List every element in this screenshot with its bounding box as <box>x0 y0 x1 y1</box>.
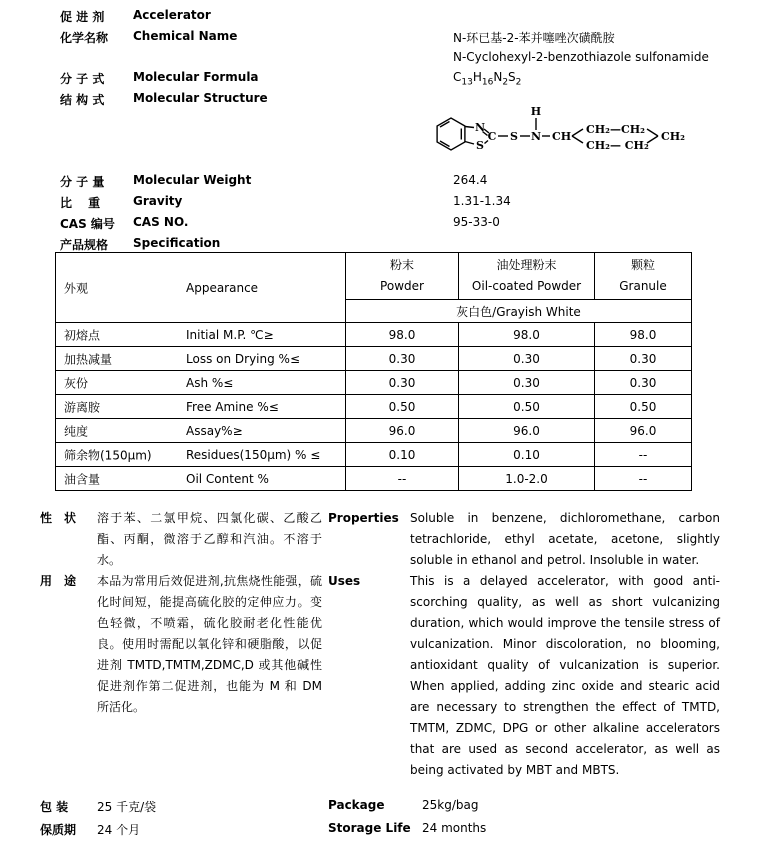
ch-group: CH <box>552 130 572 143</box>
appearance-label-cn: 外观 <box>64 281 89 295</box>
field-label-cn: 促 进 剂 <box>60 10 105 24</box>
appearance-label-en: Appearance <box>186 280 259 295</box>
field-label-cn: 产品规格 <box>60 238 109 252</box>
end-ch2-group: CH₂ <box>661 130 685 143</box>
properties-en-block <box>328 508 720 571</box>
column-header-powder: 粉末 Powder <box>346 253 459 300</box>
field-label-en: Chemical Name <box>133 29 238 43</box>
field-label-en: CAS NO. <box>133 215 189 229</box>
table-row: 游离胺 Free Amine %≤ 0.50 0.50 0.50 <box>56 395 692 419</box>
uses-en-block <box>328 571 720 781</box>
field-label-en: Molecular Structure <box>133 91 268 105</box>
package-label-en: Package <box>328 798 385 812</box>
ring-s-atom: S <box>476 139 484 152</box>
table-row: 初熔点 Initial M.P. ℃≥ 98.0 98.0 98.0 <box>56 323 692 347</box>
package-label-cn: 包 装 <box>40 800 69 814</box>
molecular-structure-drawing <box>425 100 740 165</box>
uses-cn-block <box>40 571 322 718</box>
field-molecular-formula <box>0 70 762 88</box>
properties-cn-block <box>40 508 322 571</box>
gravity-value: 1.31-1.34 <box>453 194 511 208</box>
cas-value: 95-33-0 <box>453 215 500 229</box>
uses-text-cn: 本品为常用后效促进剂,抗焦烧性能强，硫化时间短，能提高硫化胶的定伸应力。变色轻微，不喷霜，硫化胶耐老化性能优良。使用时需配以氧化锌和硬脂酸，以促进剂 TMTD,TMTM,ZDMC,D 或其他碱性促进剂作第二促进剂，也能为 M 和 DM 所活化。 <box>97 574 322 714</box>
field-label-cn: 化学名称 <box>60 31 109 45</box>
field-label-en: Molecular Weight <box>133 173 252 187</box>
package-value-en: 25kg/bag <box>422 798 479 812</box>
appearance-value: 灰白色/Grayish White <box>346 300 692 323</box>
field-label-cn: 分 子 量 <box>60 175 105 189</box>
h-atom: H <box>530 105 542 118</box>
field-chemical-name <box>0 29 762 47</box>
field-molecular-weight <box>0 173 762 191</box>
field-label-cn: CAS 编号 <box>60 217 115 231</box>
field-label-en: Molecular Formula <box>133 70 259 84</box>
field-label-cn: 比 重 <box>60 196 101 210</box>
properties-text-en: Soluble in benzene, dichloromethane, carbon tetrachloride, ethyl acetate, acetone, slightly soluble in ethanol and petrol. Insoluble in water. <box>410 511 720 567</box>
storage-value-en: 24 months <box>422 821 487 835</box>
table-row: 油含量 Oil Content % -- 1.0-2.0 -- <box>56 467 692 491</box>
table-header-row <box>56 253 692 300</box>
package-value-cn: 25 千克/袋 <box>97 800 157 814</box>
field-label-cn: 结 构 式 <box>60 93 105 107</box>
table-row: 灰份 Ash %≤ 0.30 0.30 0.30 <box>56 371 692 395</box>
cyclohexyl-top-chain: CH₂—CH₂ <box>586 123 645 136</box>
c-atom: C <box>487 130 497 143</box>
chain-n-atom: N <box>530 130 542 143</box>
properties-label-en: Properties <box>328 511 399 525</box>
field-label-en: Accelerator <box>133 8 211 22</box>
field-gravity <box>0 194 762 212</box>
properties-label-cn: 性 状 <box>40 511 77 525</box>
uses-label-en: Uses <box>328 574 361 588</box>
storage-label-cn: 保质期 <box>40 823 77 837</box>
properties-text-cn: 溶于苯、二氯甲烷、四氯化碳、乙酸乙酯、丙酮，微溶于乙醇和汽油。不溶于水。 <box>97 511 322 567</box>
chemical-name-cn: N-环已基-2-苯并噻唑次磺酰胺 <box>453 31 615 45</box>
uses-text-en: This is a delayed accelerator, with good anti-scorching quality, as well as short vulcanizing duration, which would improve the tensile stress of vulcanization. Minor discoloration, no blooming, antioxidant quality of vulcanization is superior. When applied, adding zinc oxide and stearic acid are necessary to strengthen the effect of TMTD, TMTM, ZDMC, DPG or other alkaline accelerators that are used as second accelerator, as well as being activated by MBT and MBTS. <box>410 574 720 777</box>
chain-s-atom: S <box>510 130 518 143</box>
properties-uses-en-column <box>328 508 720 781</box>
storage-label-en: Storage Life <box>328 821 411 835</box>
molecular-weight-value: 264.4 <box>453 173 488 187</box>
chemical-name-en: N-Cyclohexyl-2-benzothiazole sulfonamide <box>453 50 709 64</box>
ring-n-atom: N <box>474 121 486 134</box>
specification-table <box>55 252 692 491</box>
table-row: 筛余物(150μm) Residues(150μm) % ≤ 0.10 0.10 -- <box>56 443 692 467</box>
molecular-formula-value: $C_{13}H_{16}N_2S_2$ <box>453 70 522 88</box>
field-chemical-name-en <box>0 50 762 68</box>
field-accelerator <box>0 8 762 26</box>
properties-uses-cn-column <box>40 508 322 718</box>
column-header-oil-coated-powder: 油处理粉末 Oil-coated Powder <box>459 253 595 300</box>
table-row: 纯度 Assay%≥ 96.0 96.0 96.0 <box>56 419 692 443</box>
storage-value-cn: 24 个月 <box>97 823 141 837</box>
storage-life-row <box>0 821 762 839</box>
package-row <box>0 798 762 816</box>
uses-label-cn: 用 途 <box>40 574 77 588</box>
column-header-granule: 颗粒 Granule <box>595 253 692 300</box>
field-label-en: Specification <box>133 236 221 250</box>
appearance-cell <box>56 253 346 323</box>
table-row: 加热减量 Loss on Drying %≤ 0.30 0.30 0.30 <box>56 347 692 371</box>
field-cas <box>0 215 762 233</box>
field-label-cn: 分 子 式 <box>60 72 105 86</box>
cyclohexyl-bottom-chain: CH₂— CH₂ <box>586 139 649 152</box>
field-label-en: Gravity <box>133 194 183 208</box>
